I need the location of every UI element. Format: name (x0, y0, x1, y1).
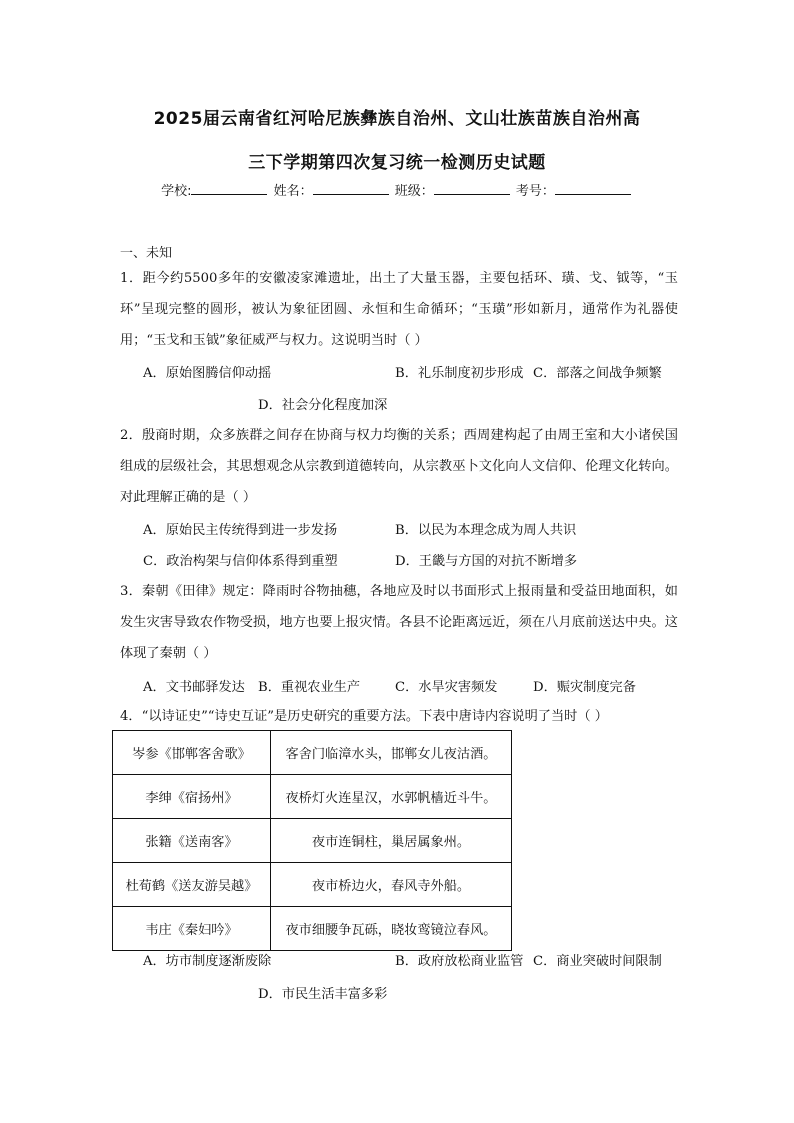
q4-option-d[interactable]: D．市民生活丰富多彩 (258, 987, 388, 1002)
q1-option-c[interactable]: C．部落之间战争频繁 (533, 366, 662, 381)
q1-option-b[interactable]: B．礼乐制度初步形成 (395, 366, 524, 381)
q1-option-a[interactable]: A．原始图腾信仰动摇 (143, 366, 272, 381)
poem-table (112, 730, 512, 951)
question-1-text: 1．距今约5500多年的安徽凌家滩遗址，出土了大量玉器，主要包括环、璜、戈、钺等，“玉环”呈现完整的圆形，被认为象征团圆、永恒和生命循环；“玉璜”形如新月，通常作为礼器使用；“玉戈和玉钺”象征威严与权力。这说明当时（ ） (120, 271, 678, 348)
q4-option-b[interactable]: B．政府放松商业监管 (395, 954, 524, 969)
poem-source: 张籍《送南客》 (113, 819, 271, 863)
school-blank[interactable] (191, 182, 267, 195)
q4-option-c[interactable]: C．商业突破时间限制 (533, 954, 662, 969)
poem-line: 客舍门临漳水头，邯郸女儿夜沽酒。 (271, 731, 512, 775)
poem-source: 杜荀鹤《送友游吴越》 (113, 863, 271, 907)
q3-option-b[interactable]: B．重视农业生产 (258, 680, 361, 695)
q2-option-b[interactable]: B．以民为本理念成为周人共识 (395, 523, 577, 538)
poem-line: 夜市连铜柱，巢居属象州。 (271, 819, 512, 863)
poem-line: 夜市桥边火，春风寺外船。 (271, 863, 512, 907)
table-row (113, 907, 512, 951)
table-row (113, 731, 512, 775)
q2-option-a[interactable]: A．原始民主传统得到进一步发扬 (143, 523, 338, 538)
poem-source: 韦庄《秦妇吟》 (113, 907, 271, 951)
class-blank[interactable] (434, 182, 510, 195)
name-label: 姓名： (273, 184, 313, 199)
student-info-row (0, 180, 794, 199)
question-2-text: 2．殷商时期，众多族群之间存在协商与权力均衡的关系；西周建构起了由周王室和大小诸侯国组成的层级社会，其思想观念从宗教到道德转向，从宗教巫卜文化向人文信仰、伦理文化转向。对此理解正确的是（ ） (120, 428, 678, 505)
question-3-text: 3．秦朝《田律》规定：降雨时谷物抽穗，各地应及时以书面形式上报雨量和受益田地面积，如发生灾害导致农作物受损，地方也要上报灾情。各县不论距离远近，须在八月底前送达中央。这体现了秦朝（ ） (120, 584, 678, 661)
exam-number-blank[interactable] (555, 182, 631, 195)
q4-option-a[interactable]: A．坊市制度逐渐废除 (143, 954, 272, 969)
q3-option-d[interactable]: D．赈灾制度完备 (533, 680, 636, 695)
q1-option-d[interactable]: D．社会分化程度加深 (258, 398, 388, 413)
class-label: 班级： (394, 184, 434, 199)
table-row (113, 819, 512, 863)
q2-option-d[interactable]: D．王畿与方国的对抗不断增多 (395, 554, 578, 569)
poem-line: 夜市细腰争瓦砾，晓妆鸾镜泣春风。 (271, 907, 512, 951)
section-title: 一、未知 (120, 246, 173, 261)
school-label: 学校: (161, 184, 192, 199)
name-blank[interactable] (313, 182, 389, 195)
exam-title-line1: 2025届云南省红河哈尼族彝族自治州、文山壮族苗族自治州高 (153, 109, 641, 129)
q3-option-a[interactable]: A．文书邮驿发达 (143, 680, 245, 695)
table-row (113, 775, 512, 819)
poem-line: 夜桥灯火连星汉，水郭帆樯近斗牛。 (271, 775, 512, 819)
q3-option-c[interactable]: C．水旱灾害频发 (395, 680, 498, 695)
table-row (113, 863, 512, 907)
poem-source: 李绅《宿扬州》 (113, 775, 271, 819)
question-4-text: 4．“以诗证史”“诗史互证”是历史研究的重要方法。下表中唐诗内容说明了当时（ ） (120, 709, 608, 724)
q2-option-c[interactable]: C．政治构架与信仰体系得到重塑 (143, 554, 338, 569)
exam-title-line2: 三下学期第四次复习统一检测历史试题 (248, 153, 546, 173)
poem-source: 岑参《邯郸客舍歌》 (113, 731, 271, 775)
exam-number-label: 考号： (515, 184, 555, 199)
